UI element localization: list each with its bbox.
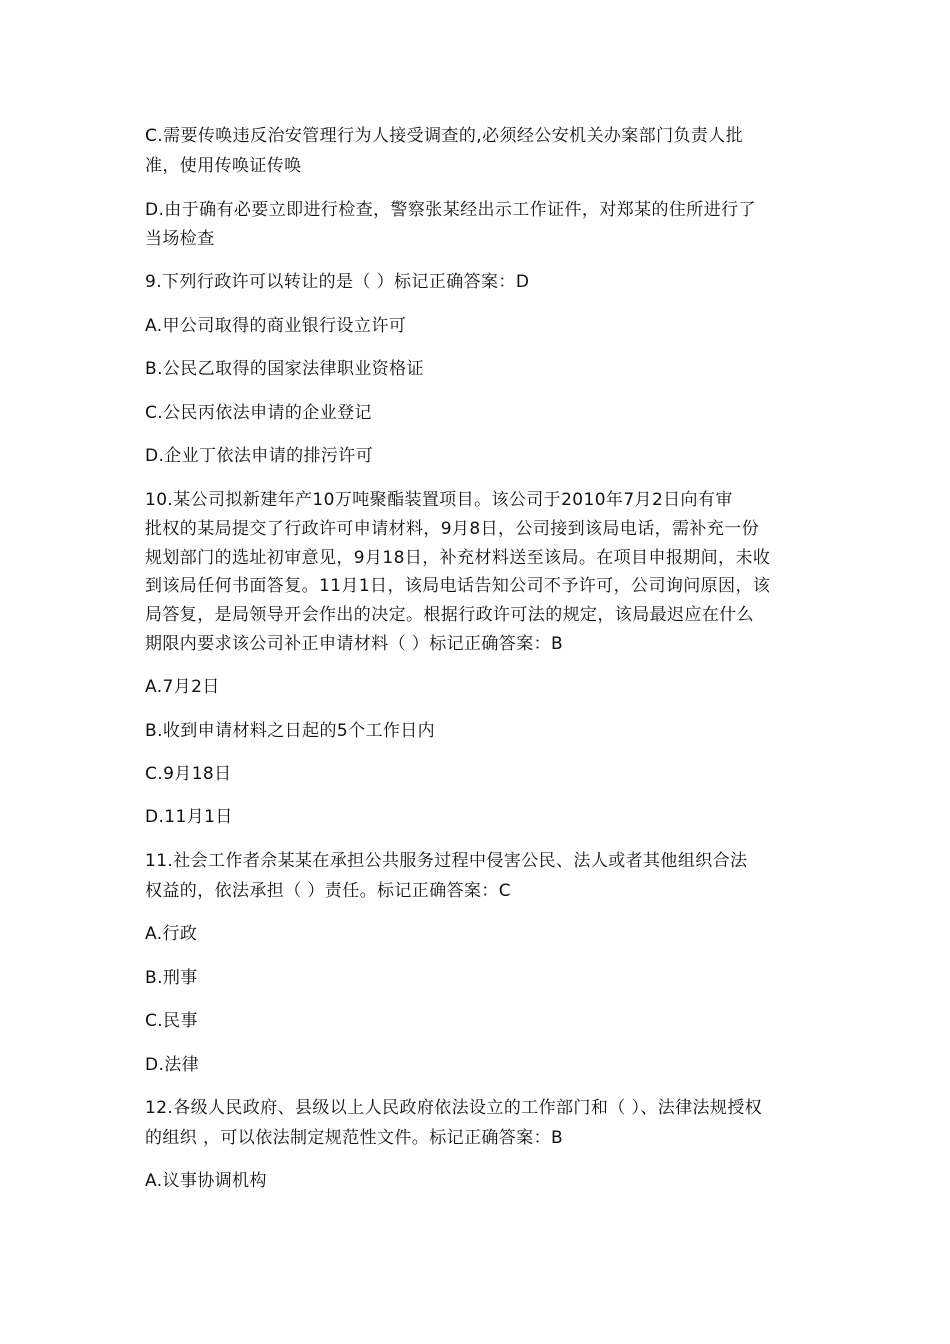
- text-line: 到该局任何书面答复。11月1日，该局电话告知公司不予许可，公司询问原因，该: [145, 576, 771, 596]
- question-11: 11.社会工作者佘某某在承担公共服务过程中侵害公民、法人或者其他组织合法: [145, 851, 748, 871]
- option-a: A.行政: [145, 924, 198, 944]
- option-b: B.收到申请材料之日起的5个工作日内: [145, 721, 436, 741]
- option-a: A.7月2日: [145, 677, 220, 697]
- option-c: C.9月18日: [145, 764, 232, 784]
- option-a: A.议事协调机构: [145, 1171, 267, 1191]
- option-b: B.公民乙取得的国家法律职业资格证: [145, 359, 424, 379]
- text-line: 的组织 ，可以依法制定规范性文件。标记正确答案：B: [145, 1128, 564, 1148]
- option-a: A.甲公司取得的商业银行设立许可: [145, 316, 407, 336]
- text-line: 权益的，依法承担（ ）责任。标记正确答案：C: [145, 881, 512, 901]
- text-line: 期限内要求该公司补正申请材料（ ）标记正确答案：B: [145, 634, 564, 654]
- text-line: 当场检查: [145, 229, 215, 249]
- question-10: 10.某公司拟新建年产10万吨聚酯装置项目。该公司于2010年7月2日向有审: [145, 490, 733, 510]
- text-line: 批权的某局提交了行政许可申请材料，9月8日，公司接到该局电话，需补充一份: [145, 519, 760, 539]
- option-d: D.企业丁依法申请的排污许可: [145, 446, 374, 466]
- text-line: 准，使用传唤证传唤: [145, 156, 302, 176]
- option-c: C.民事: [145, 1011, 198, 1031]
- option-b: B.刑事: [145, 968, 198, 988]
- text-line: C.需要传唤违反治安管理行为人接受调查的,必须经公安机关办案部门负责人批: [145, 126, 744, 146]
- option-c: C.公民丙依法申请的企业登记: [145, 403, 372, 423]
- text-line: 规划部门的选址初审意见，9月18日，补充材料送至该局。在项目申报期间，未收: [145, 548, 771, 568]
- text-line: 局答复，是局领导开会作出的决定。根据行政许可法的规定，该局最迟应在什么: [145, 605, 754, 625]
- question-12: 12.各级人民政府、县级以上人民政府依法设立的工作部门和（ ）、法律法规授权: [145, 1098, 763, 1118]
- text-line: D.由于确有必要立即进行检查，警察张某经出示工作证件，对郑某的住所进行了: [145, 200, 756, 220]
- question-9: 9.下列行政许可以转让的是（ ）标记正确答案：D: [145, 272, 530, 292]
- option-d: D.11月1日: [145, 807, 233, 827]
- option-d: D.法律: [145, 1055, 200, 1075]
